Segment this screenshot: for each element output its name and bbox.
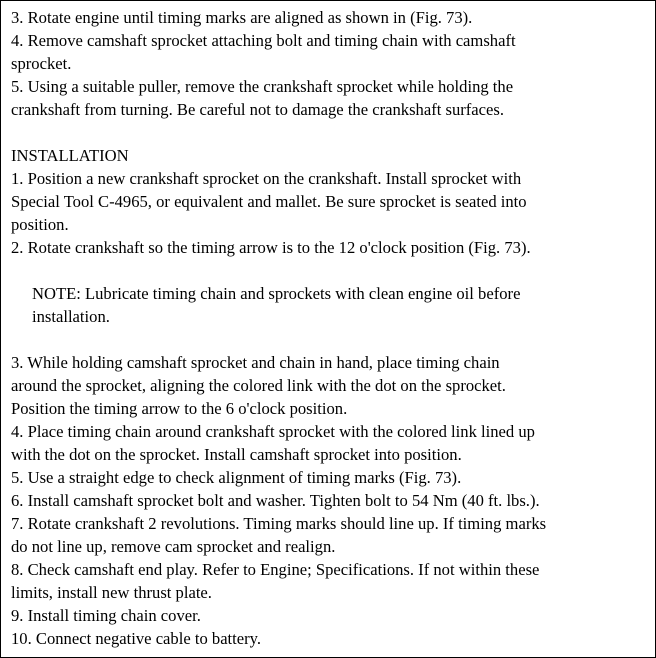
install-step-7-cont: do not line up, remove cam sprocket and realign.	[11, 537, 336, 556]
install-step-1-cont: position.	[11, 215, 69, 234]
install-step-5: 5. Use a straight edge to check alignment of timing marks (Fig. 73).	[11, 468, 462, 487]
install-step-1: 1. Position a new crankshaft sprocket on the crankshaft. Install sprocket with	[11, 169, 522, 188]
document-text	[11, 6, 647, 650]
install-step-10: 10. Connect negative cable to battery.	[11, 629, 262, 648]
section-spacer	[11, 121, 647, 144]
removal-step-4-cont: sprocket.	[11, 54, 72, 73]
note-spacer	[11, 259, 647, 282]
install-step-2: 2. Rotate crankshaft so the timing arrow is to the 12 o'clock position (Fig. 73).	[11, 238, 531, 257]
install-step-9: 9. Install timing chain cover.	[11, 606, 201, 625]
removal-step-5-cont: crankshaft from turning. Be careful not to damage the crankshaft surfaces.	[11, 100, 505, 119]
note-spacer	[11, 328, 647, 351]
install-step-1-cont: Special Tool C-4965, or equivalent and mallet. Be sure sprocket is seated into	[11, 192, 527, 211]
install-step-3-cont: Position the timing arrow to the 6 o'clock position.	[11, 399, 348, 418]
installation-heading: INSTALLATION	[11, 146, 129, 165]
install-step-8-cont: limits, install new thrust plate.	[11, 583, 212, 602]
install-step-3-cont: around the sprocket, aligning the colored link with the dot on the sprocket.	[11, 376, 506, 395]
install-step-4-cont: with the dot on the sprocket. Install camshaft sprocket into position.	[11, 445, 462, 464]
install-step-6: 6. Install camshaft sprocket bolt and washer. Tighten bolt to 54 Nm (40 ft. lbs.).	[11, 491, 540, 510]
removal-step-3: 3. Rotate engine until timing marks are aligned as shown in (Fig. 73).	[11, 8, 473, 27]
note-text-cont: installation.	[32, 307, 110, 326]
install-step-3: 3. While holding camshaft sprocket and chain in hand, place timing chain	[11, 353, 500, 372]
removal-step-5: 5. Using a suitable puller, remove the crankshaft sprocket while holding the	[11, 77, 514, 96]
note-text: NOTE: Lubricate timing chain and sprockets with clean engine oil before	[32, 284, 521, 303]
removal-step-4: 4. Remove camshaft sprocket attaching bolt and timing chain with camshaft	[11, 31, 516, 50]
install-step-7: 7. Rotate crankshaft 2 revolutions. Timing marks should line up. If timing marks	[11, 514, 547, 533]
install-step-4: 4. Place timing chain around crankshaft sprocket with the colored link lined up	[11, 422, 535, 441]
install-step-8: 8. Check camshaft end play. Refer to Engine; Specifications. If not within these	[11, 560, 540, 579]
